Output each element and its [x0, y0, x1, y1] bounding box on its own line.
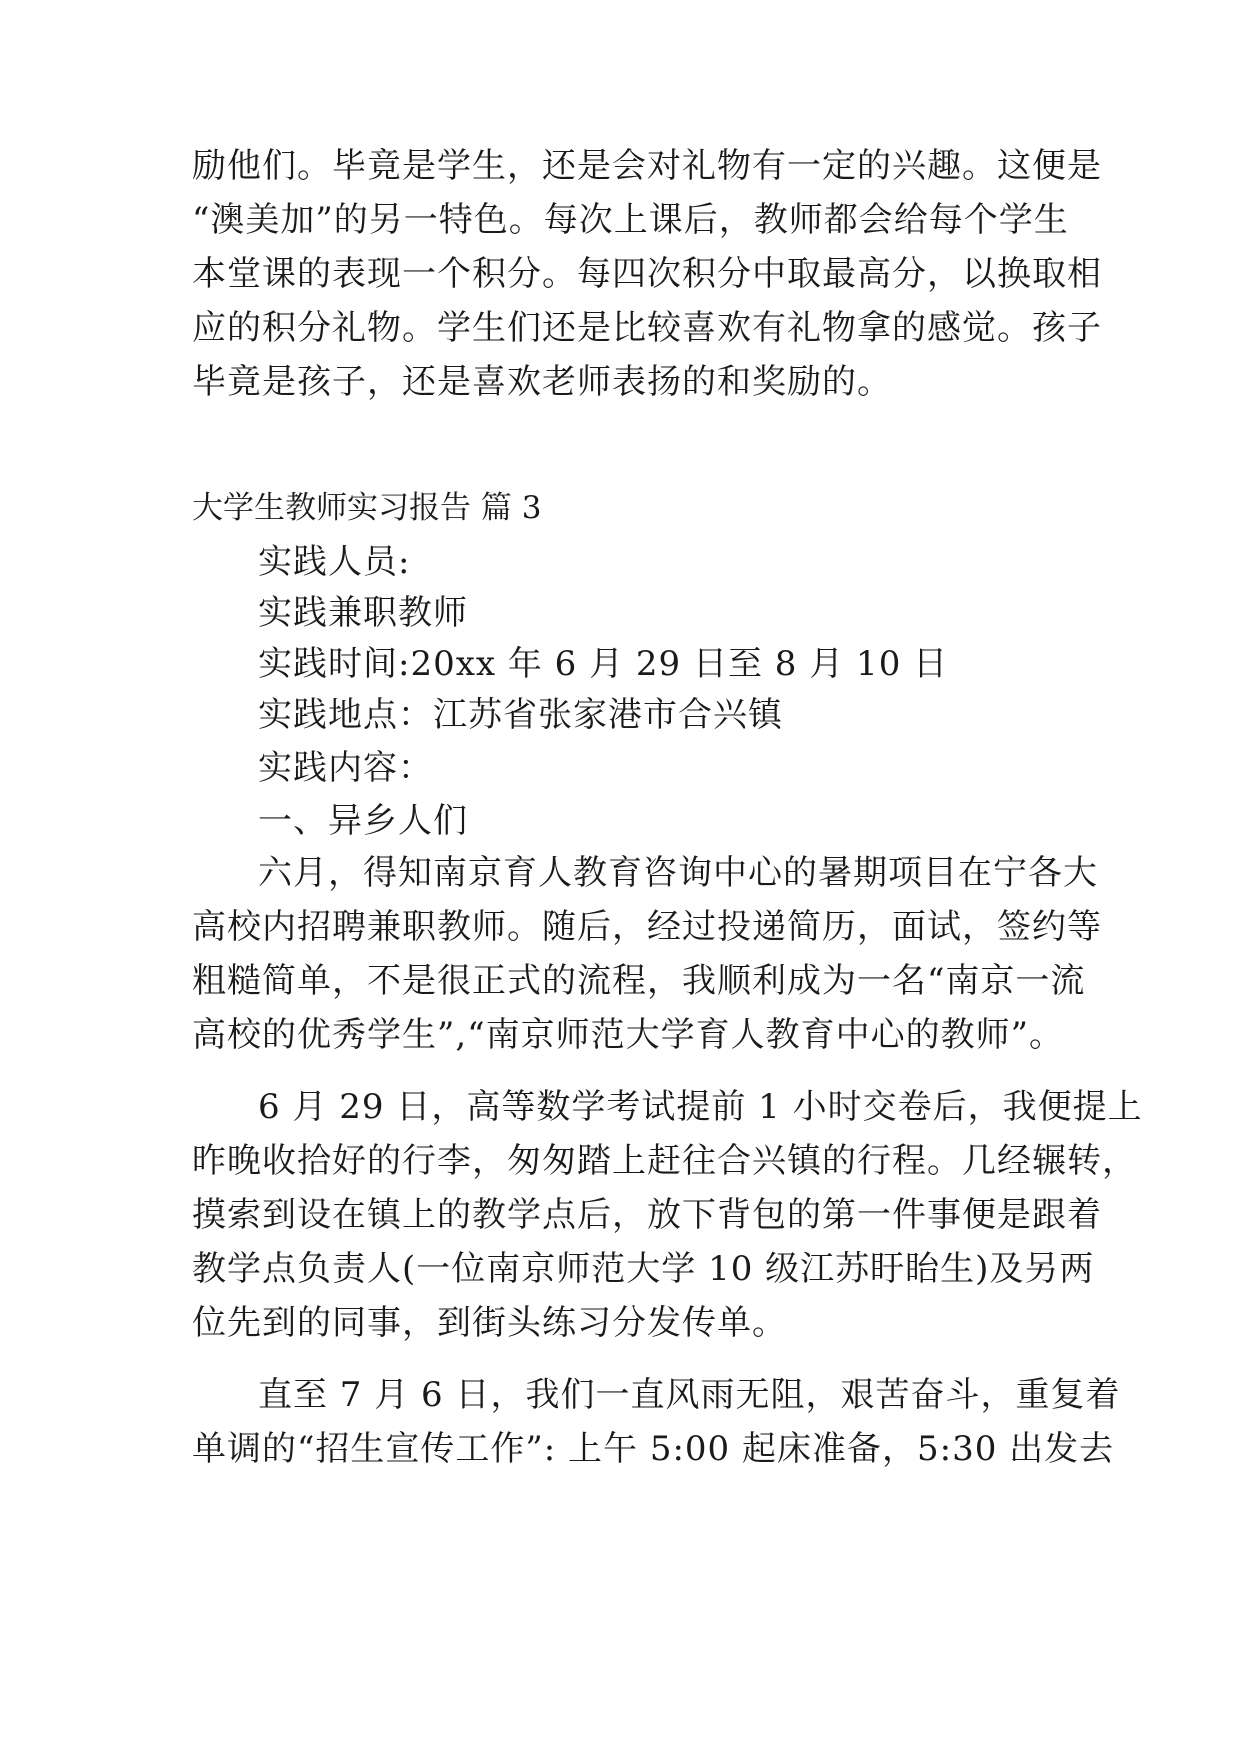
text-line: 毕竟是孩子，还是喜欢老师表扬的和奖励的。: [192, 362, 892, 402]
text-line: 应的积分礼物。学生们还是比较喜欢有礼物拿的感觉。孩子: [192, 308, 1102, 348]
info-role: 实践兼职教师: [258, 593, 468, 633]
text-line: 高校的优秀学生”,“南京师范大学育人教育中心的教师”。: [192, 1015, 1064, 1055]
text-line: 位先到的同事，到街头练习分发传单。: [192, 1303, 787, 1343]
info-time: 实践时间:20xx 年 6 月 29 日至 8 月 10 日: [258, 644, 949, 684]
info-location: 实践地点：江苏省张家港市合兴镇: [258, 695, 783, 735]
text-line: 粗糙简单，不是很正式的流程，我顺利成为一名“南京一流: [192, 961, 1086, 1001]
text-line: “澳美加”的另一特色。每次上课后，教师都会给每个学生: [192, 200, 1069, 240]
text-line: 6 月 29 日，高等数学考试提前 1 小时交卷后，我便提上: [258, 1087, 1143, 1127]
text-line: 本堂课的表现一个积分。每四次积分中取最高分，以换取相: [192, 254, 1102, 294]
text-line: 摸索到设在镇上的教学点后，放下背包的第一件事便是跟着: [192, 1195, 1102, 1235]
text-line: 教学点负责人(一位南京师范大学 10 级江苏盱眙生)及另两: [192, 1249, 1095, 1289]
text-line: 昨晚收拾好的行李，匆匆踏上赶往合兴镇的行程。几经辗转，: [192, 1141, 1137, 1181]
text-line: 六月，得知南京育人教育咨询中心的暑期项目在宁各大: [258, 853, 1098, 893]
subheading: 一、异乡人们: [258, 801, 468, 841]
text-line: 直至 7 月 6 日，我们一直风雨无阻，艰苦奋斗，重复着: [258, 1375, 1121, 1415]
info-content: 实践内容：: [258, 748, 433, 788]
text-line: 励他们。毕竟是学生，还是会对礼物有一定的兴趣。这便是: [192, 146, 1102, 186]
info-personnel: 实践人员:: [258, 542, 411, 582]
text-line: 高校内招聘兼职教师。随后，经过投递简历，面试，签约等: [192, 907, 1102, 947]
section-heading: 大学生教师实习报告 篇 3: [192, 490, 542, 526]
text-line: 单调的“招生宣传工作”: 上午 5:00 起床准备，5:30 出发去: [192, 1429, 1115, 1469]
